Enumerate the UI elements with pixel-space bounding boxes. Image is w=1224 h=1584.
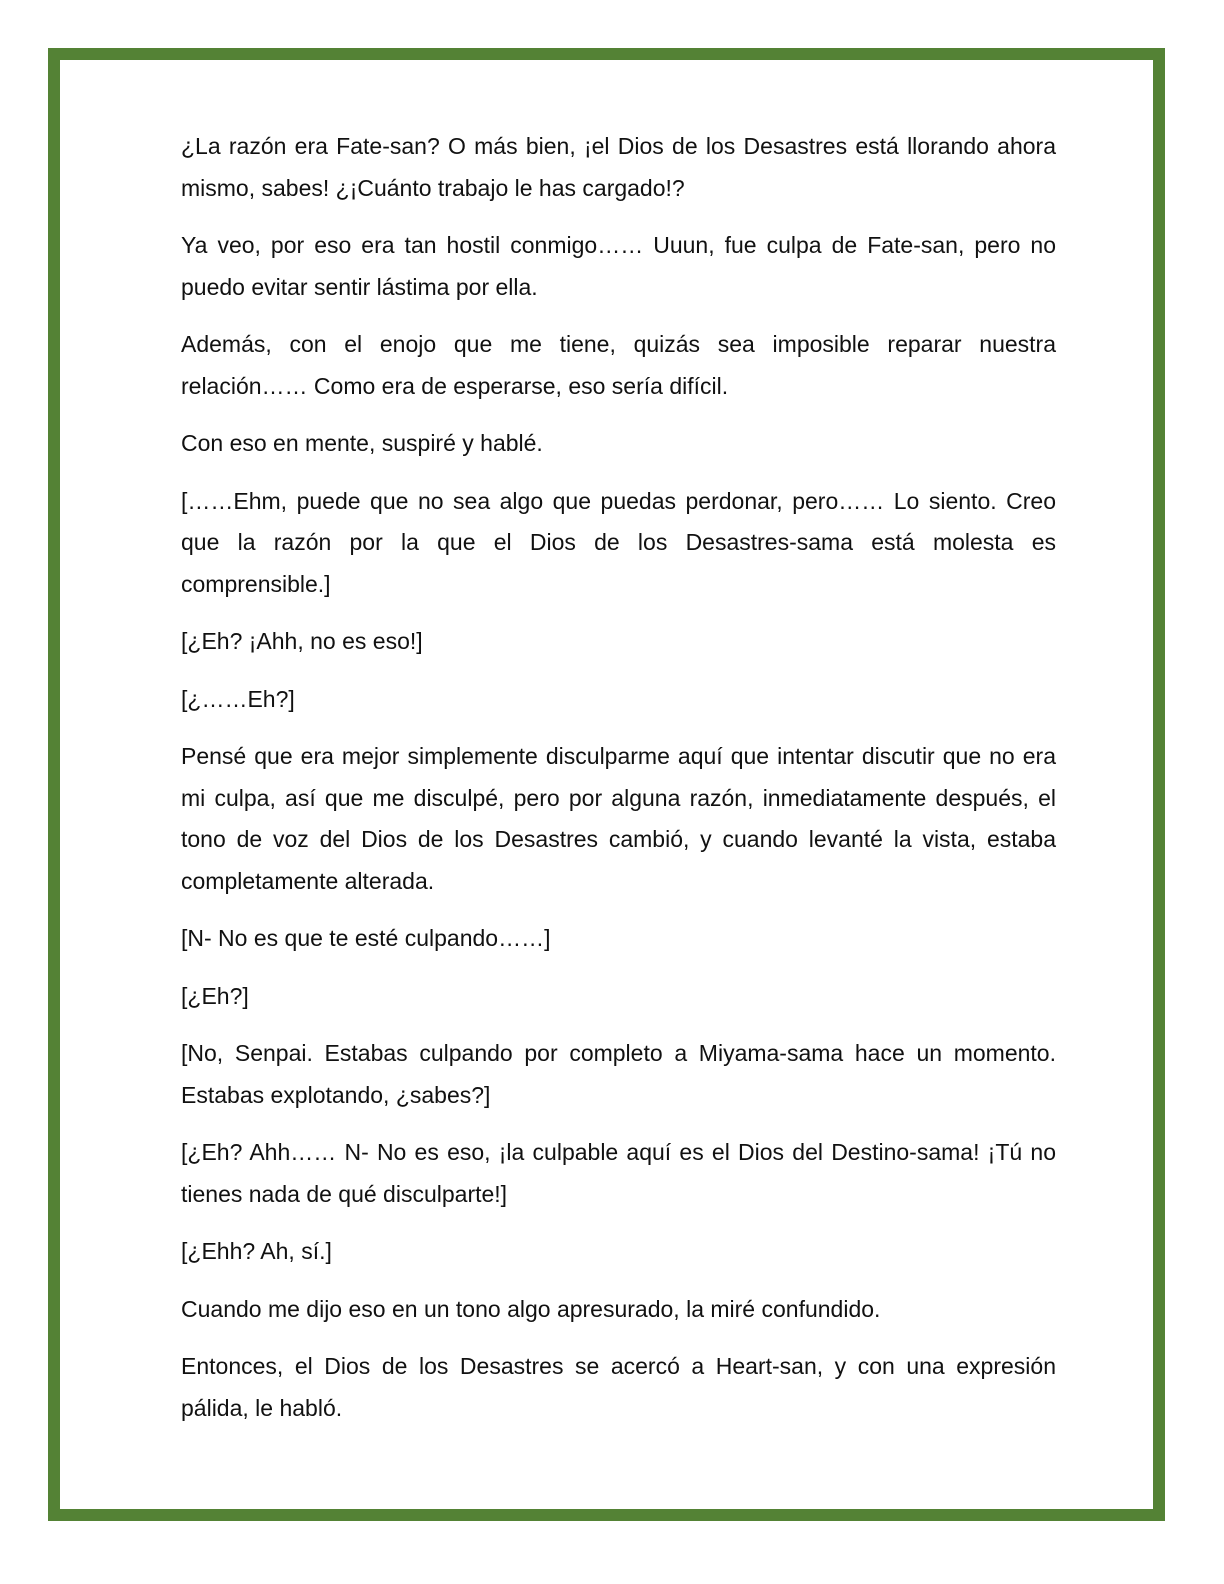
paragraph-15: Entonces, el Dios de los Desastres se acercó a Heart-san, y con una expresión pálida, le habló. xyxy=(181,1353,1056,1421)
paragraph-11: [No, Senpai. Estabas culpando por completo a Miyama-sama hace un momento. Estabas explotando, ¿sabes?] xyxy=(181,1040,1056,1108)
paragraph-1: ¿La razón era Fate-san? O más bien, ¡el Dios de los Desastres está llorando ahora mismo, sabes! ¿¡Cuánto trabajo le has cargado!? xyxy=(181,133,1056,201)
paragraph-3: Además, con el enojo que me tiene, quizás sea imposible reparar nuestra relación…… Como era de esperarse, eso sería difícil. xyxy=(181,331,1056,399)
page-border-frame xyxy=(48,48,1165,1521)
paragraph-5: [……Ehm, puede que no sea algo que puedas perdonar, pero…… Lo siento. Creo que la razón por la que el Dios de los Desastres-sama está molesta es comprensible.] xyxy=(181,487,1056,597)
paragraph-10: [¿Eh?] xyxy=(181,982,249,1009)
paragraph-2: Ya veo, por eso era tan hostil conmigo…… Uuun, fue culpa de Fate-san, pero no puedo evitar sentir lástima por ella. xyxy=(181,232,1056,300)
paragraph-14: Cuando me dijo eso en un tono algo apresurado, la miré confundido. xyxy=(181,1295,881,1322)
paragraph-8: Pensé que era mejor simplemente disculparme aquí que intentar discutir que no era mi culpa, así que me disculpé, pero por alguna razón, inmediatamente después, el tono de voz del Dios de los Desastres cambió, y cuando levanté la vista, estaba completamente alterada. xyxy=(181,743,1056,894)
paragraph-6: [¿Eh? ¡Ahh, no es eso!] xyxy=(181,628,423,654)
paragraph-13: [¿Ehh? Ah, sí.] xyxy=(181,1238,332,1264)
paragraph-4: Con eso en mente, suspiré y hablé. xyxy=(181,430,543,456)
paragraph-9: [N- No es que te esté culpando……] xyxy=(181,925,551,951)
paragraph-7: [¿……Eh?] xyxy=(181,685,295,712)
paragraph-12: [¿Eh? Ahh…… N- No es eso, ¡la culpable aquí es el Dios del Destino-sama! ¡Tú no tienes nada de qué disculparte!] xyxy=(181,1139,1056,1207)
document-body xyxy=(181,126,1056,1445)
